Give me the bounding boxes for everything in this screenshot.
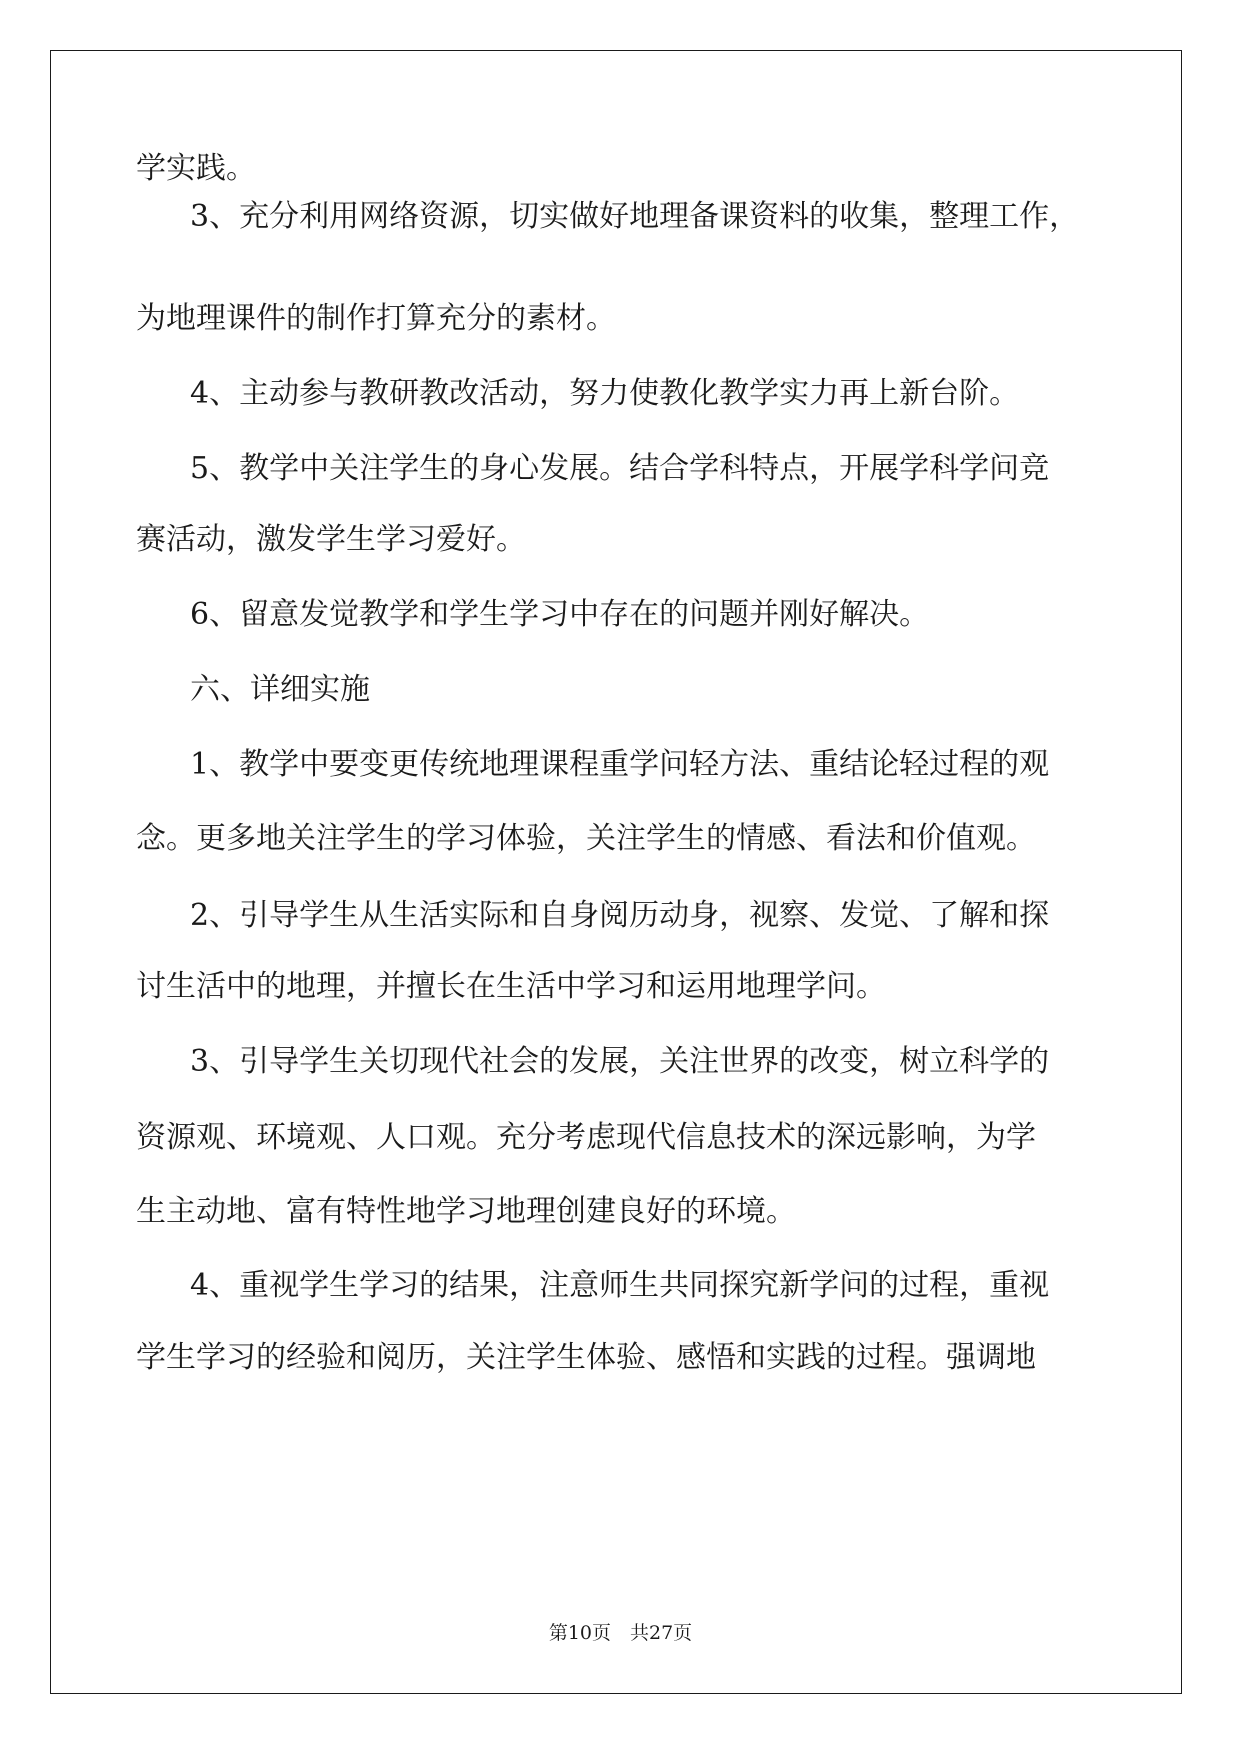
text-line: 6、留意发觉教学和学生学习中存在的问题并刚好解决。 — [190, 597, 930, 632]
text-line: 3、充分利用网络资源，切实做好地理备课资料的收集，整理工作， — [190, 199, 1080, 234]
text-line: 念。更多地关注学生的学习体验，关注学生的情感、看法和价值观。 — [136, 821, 1036, 856]
text-line: 学生学习的经验和阅历，关注学生体验、感悟和实践的过程。强调地 — [136, 1340, 1036, 1375]
page-number: 第10页 共27页 — [548, 1622, 693, 1644]
text-line: 讨生活中的地理，并擅长在生活中学习和运用地理学问。 — [136, 969, 886, 1004]
text-line: 资源观、环境观、人口观。充分考虑现代信息技术的深远影响，为学 — [136, 1120, 1036, 1155]
text-line: 学实践。 — [136, 151, 256, 186]
section-heading: 六、详细实施 — [190, 672, 370, 707]
text-line: 为地理课件的制作打算充分的素材。 — [136, 301, 616, 336]
text-line: 4、主动参与教研教改活动，努力使教化教学实力再上新台阶。 — [190, 376, 1020, 411]
text-line: 生主动地、富有特性地学习地理创建良好的环境。 — [136, 1194, 796, 1229]
text-line: 2、引导学生从生活实际和自身阅历动身，视察、发觉、了解和探 — [190, 898, 1050, 933]
text-line: 5、教学中关注学生的身心发展。结合学科特点，开展学科学问竞 — [190, 451, 1050, 486]
text-line: 3、引导学生关切现代社会的发展，关注世界的改变，树立科学的 — [190, 1044, 1050, 1079]
text-line: 赛活动，激发学生学习爱好。 — [136, 522, 526, 557]
text-line: 4、重视学生学习的结果，注意师生共同探究新学问的过程，重视 — [190, 1268, 1050, 1303]
page-border — [50, 50, 1182, 1694]
text-line: 1、教学中要变更传统地理课程重学问轻方法、重结论轻过程的观 — [190, 747, 1050, 782]
